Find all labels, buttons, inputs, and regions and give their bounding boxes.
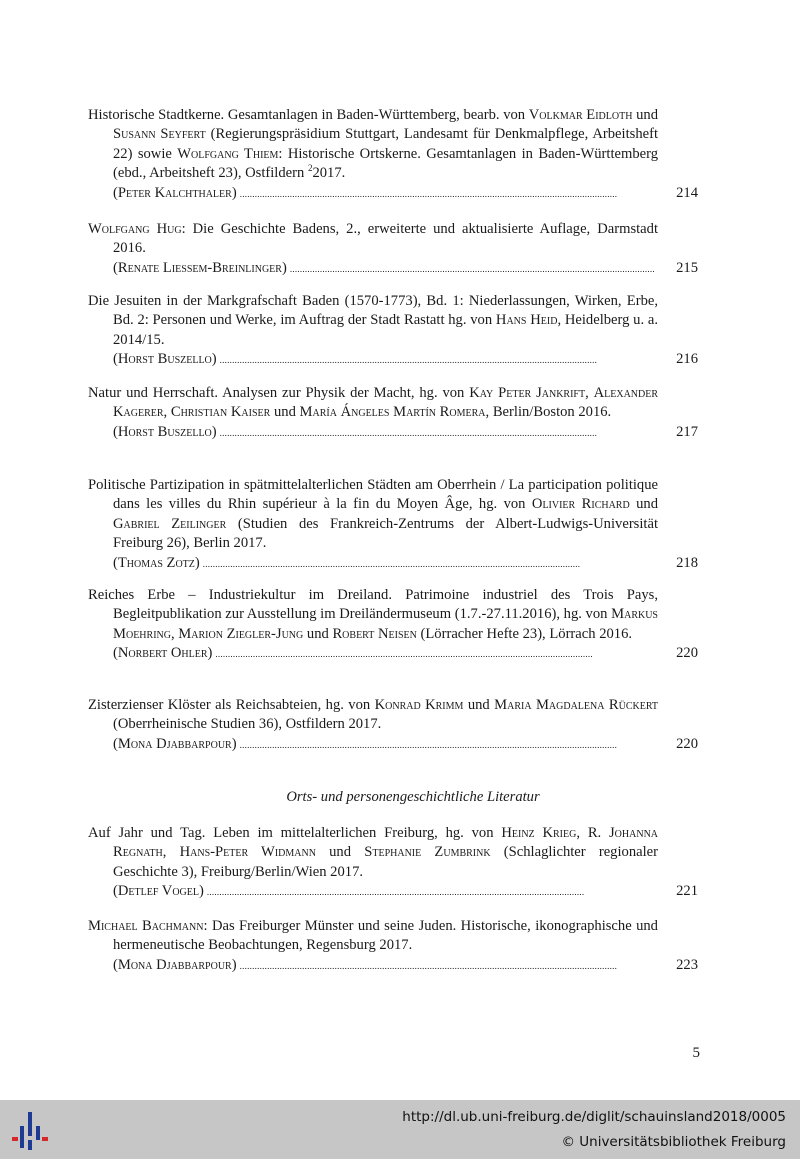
ub-freiburg-logo-icon bbox=[10, 1110, 50, 1152]
leader-dots bbox=[215, 644, 655, 664]
citation-text: Reiches Erbe – Industriekultur im Dreiland. Patrimoine industriel des Trois Pays, Begleitpublikation zur Ausstellung im Dreiländermuseum (1.7.-27.11.2016), hg. von bbox=[88, 587, 658, 623]
bibliography-entry bbox=[88, 106, 698, 204]
bibliography-entry bbox=[88, 384, 698, 443]
citation-text: : Historische Ortskerne. Gesamtanlagen in Baden-Württemberg (ebd., Arbeitsheft 23), Ostfildern bbox=[113, 145, 658, 182]
leader-dots bbox=[207, 882, 655, 902]
reviewer-name: (Detlef Vogel) bbox=[113, 883, 204, 900]
reviewer-name: (Mona Djabbarpour) bbox=[113, 735, 237, 752]
citation-text: , bbox=[162, 844, 180, 861]
leader-dots bbox=[240, 184, 655, 204]
bibliography-entry bbox=[88, 696, 698, 755]
citation-text: (Regierungspräsidium Stuttgart, Landesamt für Denkmalpflege, Arbeitsheft 22) sowie bbox=[113, 126, 659, 162]
reviewer-line bbox=[88, 350, 698, 370]
reviewer-line bbox=[88, 644, 698, 664]
citation-text: und bbox=[303, 625, 333, 642]
author-name: Hans Heid bbox=[495, 312, 558, 329]
leader-dots bbox=[240, 956, 655, 976]
leader-dots bbox=[220, 350, 655, 370]
author-name: Gabriel Zeilinger bbox=[113, 515, 227, 532]
citation-text: Historische Stadtkerne. Gesamtanlagen in Baden-Württemberg, bearb. von bbox=[88, 107, 529, 123]
author-name: Michael Bachmann bbox=[88, 918, 204, 934]
reviewer-line bbox=[88, 259, 698, 279]
reviewer-line bbox=[88, 423, 698, 443]
source-url-link[interactable]: http://dl.ub.uni-freiburg.de/diglit/schauinsland2018/0005 bbox=[402, 1109, 786, 1125]
copyright-text: © Universitätsbibliothek Freiburg bbox=[561, 1134, 786, 1150]
citation-text: , bbox=[170, 625, 179, 642]
reviewer-line bbox=[88, 554, 698, 574]
bibliography-entry bbox=[88, 586, 698, 665]
leader-dots bbox=[220, 423, 655, 443]
author-name: Markus Moehring bbox=[113, 606, 658, 642]
entry-citation bbox=[88, 586, 658, 644]
reviewer-name: (Horst Buszello) bbox=[113, 423, 217, 440]
entry-page-number: 223 bbox=[676, 956, 698, 973]
entry-citation bbox=[88, 220, 658, 259]
author-name: Alexander Kagerer bbox=[113, 385, 659, 421]
citation-text: , bbox=[163, 404, 171, 421]
citation-text: und bbox=[463, 697, 495, 713]
entry-page-number: 220 bbox=[676, 645, 698, 662]
leader-dots bbox=[290, 259, 655, 279]
bibliography-entry bbox=[88, 824, 698, 903]
author-name: Wolfgang Hug bbox=[88, 221, 182, 237]
citation-text: Auf Jahr und Tag. Leben im mittelalterlichen Freiburg, hg. von bbox=[88, 825, 502, 841]
entry-page-number: 216 bbox=[676, 351, 698, 368]
citation-text: und bbox=[315, 844, 365, 861]
citation-text: (Oberrheinische Studien 36), Ostfildern 2017. bbox=[113, 716, 382, 733]
author-name: Robert Neisen bbox=[332, 625, 417, 642]
entry-page-number: 215 bbox=[676, 259, 698, 276]
bibliography-entry bbox=[88, 292, 698, 371]
entry-citation bbox=[88, 824, 658, 882]
reviewer-line bbox=[88, 882, 698, 902]
reviewer-name: (Norbert Ohler) bbox=[113, 645, 213, 662]
entry-citation bbox=[88, 917, 658, 956]
citation-text: (Lörracher Hefte 23), Lörrach 2016. bbox=[416, 625, 633, 642]
author-name: Volkmar Eidloth bbox=[528, 107, 633, 123]
author-name: Marion Ziegler-Jung bbox=[178, 625, 304, 642]
citation-text: und bbox=[632, 107, 658, 123]
citation-text: Zisterzienser Klöster als Reichsabteien, hg. von bbox=[88, 697, 375, 713]
citation-text: 2 bbox=[307, 163, 313, 174]
reviewer-name: (Renate Liessem-Breinlinger) bbox=[113, 259, 287, 276]
citation-text: Politische Partizipation in spätmittelalterlichen Städten am Oberrhein / La participation politique dans les villes du Rhin supérieur à la fin du Moyen Âge, hg. von bbox=[88, 477, 658, 513]
citation-text: und bbox=[270, 404, 300, 421]
reviewer-line bbox=[88, 735, 698, 755]
author-name: R. Johanna Regnath bbox=[113, 825, 659, 861]
citation-text: (Studien des Frankreich-Zentrums der Albert-Ludwigs-Universität Freiburg 26), Berlin 2017. bbox=[113, 515, 658, 552]
author-name: Konrad Krimm bbox=[374, 697, 464, 713]
bibliography-entry bbox=[88, 917, 698, 976]
author-name: Kay Peter Jankrift bbox=[469, 385, 586, 401]
entry-page-number: 220 bbox=[676, 735, 698, 752]
reviewer-name: (Thomas Zotz) bbox=[113, 554, 200, 571]
leader-dots bbox=[240, 735, 655, 755]
citation-text: , bbox=[576, 825, 588, 841]
reviewer-name: (Mona Djabbarpour) bbox=[113, 956, 237, 973]
entry-citation bbox=[88, 292, 658, 350]
bibliography-entry bbox=[88, 220, 698, 279]
reviewer-line bbox=[88, 184, 698, 204]
entry-citation bbox=[88, 476, 658, 554]
citation-text: : Das Freiburger Münster und seine Juden. Historische, ikonographische und hermeneutische Beobachtungen, Regensburg 2017. bbox=[113, 918, 658, 954]
author-name: Stephanie Zumbrink bbox=[364, 844, 491, 861]
author-name: Heinz Krieg bbox=[501, 825, 577, 841]
author-name: Hans-Peter Widmann bbox=[179, 844, 316, 861]
footer-bar bbox=[0, 1100, 800, 1159]
entry-page-number: 221 bbox=[676, 883, 698, 900]
reviewer-line bbox=[88, 956, 698, 976]
bibliography-entry bbox=[88, 476, 698, 574]
entry-page-number: 217 bbox=[676, 423, 698, 440]
author-name: Olivier Richard bbox=[531, 496, 630, 513]
citation-text: 2017. bbox=[312, 165, 346, 182]
author-name: Susann Seyfert bbox=[113, 126, 206, 143]
entry-citation bbox=[88, 696, 658, 735]
author-name: Wolfgang Thiem bbox=[177, 145, 279, 162]
reviewer-name: (Horst Buszello) bbox=[113, 351, 217, 368]
entry-citation bbox=[88, 106, 658, 184]
citation-text: Natur und Herrschaft. Analysen zur Physik der Macht, hg. von bbox=[88, 385, 470, 401]
entry-page-number: 218 bbox=[676, 554, 698, 571]
citation-text: , bbox=[585, 385, 594, 401]
citation-text: , Heidelberg u. a. 2014/15. bbox=[113, 312, 659, 348]
author-name: Christian Kaiser bbox=[170, 404, 271, 421]
citation-text: : Die Geschichte Badens, 2., erweiterte und aktualisierte Auflage, Darmstadt 2016. bbox=[113, 221, 659, 257]
author-name: Maria Magdalena Rückert bbox=[494, 697, 659, 713]
leader-dots bbox=[203, 554, 655, 574]
entry-page-number: 214 bbox=[676, 184, 698, 201]
citation-text: Die Jesuiten in der Markgrafschaft Baden (1570-1773), Bd. 1: Niederlassungen, Wirken, Erbe, Bd. 2: Personen und Werke, im Auftrag der Stadt Rastatt hg. von bbox=[88, 293, 658, 329]
entry-citation bbox=[88, 384, 658, 423]
citation-text: , Berlin/Boston 2016. bbox=[485, 404, 612, 421]
citation-text: (Schlaglichter regionaler Geschichte 3), Freiburg/Berlin/Wien 2017. bbox=[113, 844, 658, 880]
section-heading: Orts- und personengeschichtliche Literatur bbox=[286, 789, 540, 805]
author-name: María Ángeles Martín Romera bbox=[299, 404, 486, 421]
page-number: 5 bbox=[692, 1045, 700, 1061]
reviewer-name: (Peter Kalchthaler) bbox=[113, 184, 237, 201]
citation-text: und bbox=[629, 496, 659, 513]
